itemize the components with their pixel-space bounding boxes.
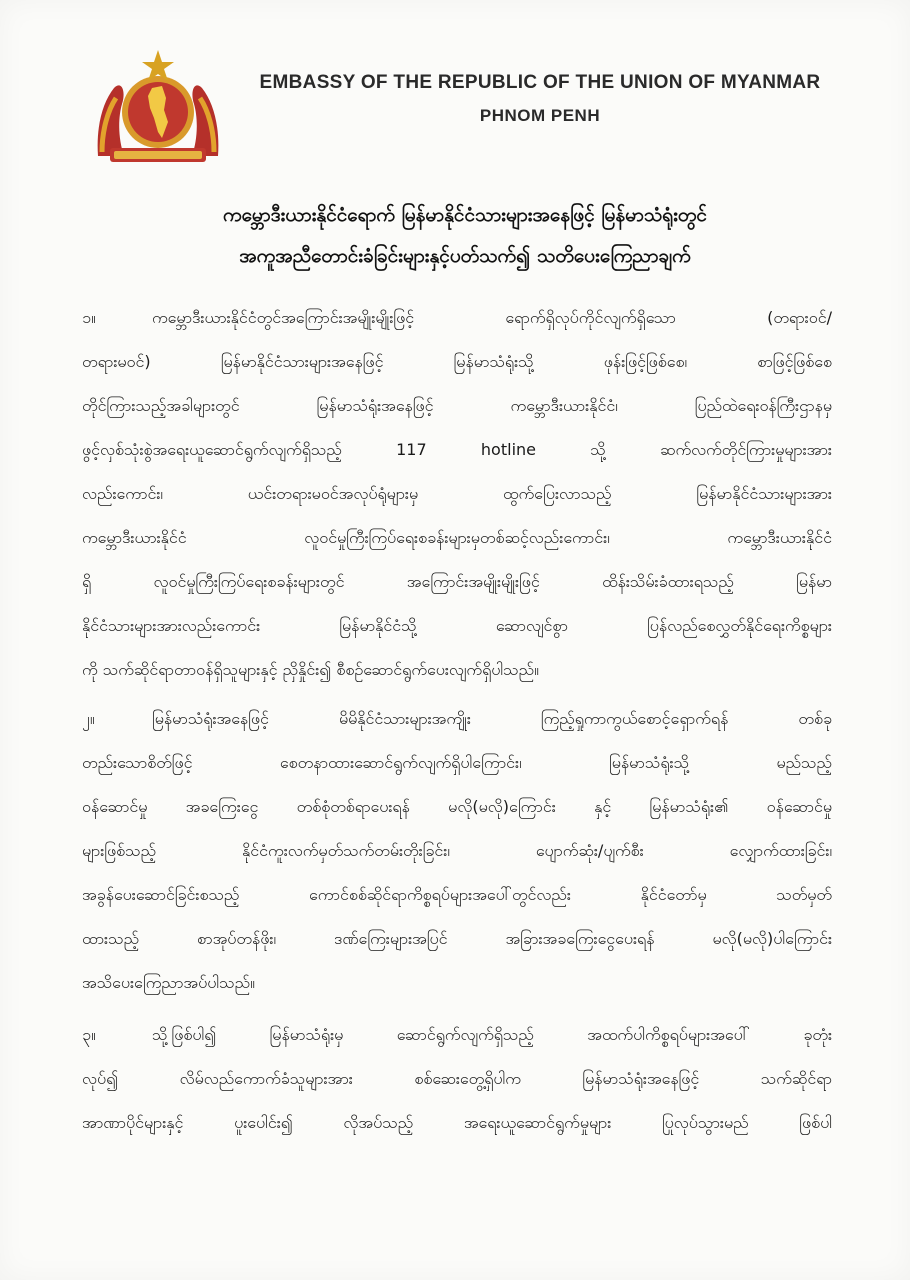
paragraph-line: ဖွင့်လှစ်သုံးစွဲအရေးယူဆောင်ရွက်လျက်ရှိသည့် 117 hotline သို့ ဆက်လက်တိုင်ကြားမှုများအား	[82, 440, 832, 459]
paragraph-number: ၁။	[82, 308, 96, 327]
paragraph-line: ရှိ လူဝင်မှုကြီးကြပ်ရေးစခန်းများတွင် အကြောင်းအမျိုးမျိုးဖြင့် ထိန်းသိမ်းခံထားရသည့် မြန်မာ	[82, 572, 832, 591]
paragraph-line: အသိပေးကြေညာအပ်ပါသည်။	[82, 973, 255, 992]
paragraph-line: ကမ္ဘောဒီးယားနိုင်ငံတွင်အကြောင်းအမျိုးမျိုးဖြင့် ရောက်ရှိလုပ်ကိုင်လျက်ရှိသော (တရားဝင်/	[152, 308, 832, 327]
notice-title-line-2: အကူအညီတောင်းခံခြင်းများနှင့်ပတ်သက်၍ သတိပေးကြေညာချက်	[239, 245, 691, 267]
paragraph-line: ထားသည့် စာအုပ်တန်ဖိုး၊ ဒဏ်ကြေးများအပြင် အခြားအခကြေးငွေပေးရန် မလို(မလို)ပါကြောင်း	[82, 929, 832, 948]
paragraph-line: လုပ်၍ လိမ်လည်ကောက်ခံသူများအား စစ်ဆေးတွေ့ရှိပါက မြန်မာသံရုံးအနေဖြင့် သက်ဆိုင်ရာ	[82, 1069, 832, 1088]
paragraph-line: တည်းသောစိတ်ဖြင့် စေတနာထားဆောင်ရွက်လျက်ရှိပါကြောင်း၊ မြန်မာသံရုံးသို့ မည်သည့်	[82, 753, 832, 772]
paragraph-1	[82, 296, 832, 692]
paragraph-line: နိုင်ငံသားများအားလည်းကောင်း မြန်မာနိုင်ငံသို့ ဆောလျင်စွာ ပြန်လည်စေလွှတ်နိုင်ရေးကိစ္စများ	[82, 616, 832, 635]
embassy-letterhead	[240, 72, 840, 126]
paragraph-line: ကမ္ဘောဒီးယားနိုင်ငံ လူဝင်မှုကြီးကြပ်ရေးစခန်းများမှတစ်ဆင့်လည်းကောင်း၊ ကမ္ဘောဒီးယားနိုင်ငံ	[82, 528, 832, 547]
paragraph-line: တရားမဝင်) မြန်မာနိုင်ငံသားများအနေဖြင့် မြန်မာသံရုံးသို့ ဖုန်းဖြင့်ဖြစ်စေ၊ စာဖြင့်ဖြစ်စေ	[82, 352, 832, 371]
paragraph-line: အာဏာပိုင်များနှင့် ပူးပေါင်း၍ လိုအပ်သည့် အရေးယူဆောင်ရွက်မှုများ ပြုလုပ်သွားမည် ဖြစ်ပါ	[82, 1113, 832, 1132]
paragraph-line: လည်းကောင်း၊ ယင်းတရားမဝင်အလုပ်ရုံများမှ ထွက်ပြေးလာသည့် မြန်မာနိုင်ငံသားများအား	[82, 484, 832, 503]
paragraph-number: ၃။	[82, 1025, 96, 1044]
paragraph-line: ဝန်ဆောင်မှု အခကြေးငွေ တစ်စုံတစ်ရာပေးရန် မလို(မလို)ကြောင်း နှင့် မြန်မာသံရုံး၏ ဝန်ဆောင်မှု	[82, 797, 832, 816]
paragraph-line: မြန်မာသံရုံးအနေဖြင့် မိမိနိုင်ငံသားများအကျိုး ကြည့်ရှုကာကွယ်စောင့်ရှောက်ရန် တစ်ခု	[152, 709, 832, 728]
paragraph-2	[82, 697, 832, 1005]
paragraph-line: အခွန်ပေးဆောင်ခြင်းစသည့် ကောင်စစ်ဆိုင်ရာကိစ္စရပ်များအပေါ်တွင်လည်း နိုင်ငံတော်မှ သတ်မှတ်	[82, 885, 832, 904]
paragraph-3	[82, 1013, 832, 1145]
state-seal-emblem	[92, 48, 224, 168]
paragraph-line: ကို သက်ဆိုင်ရာတာဝန်ရှိသူများနှင့် ညှိနှိုင်း၍ စီစဉ်ဆောင်ရွက်ပေးလျက်ရှိပါသည်။	[82, 660, 539, 679]
embassy-name: EMBASSY OF THE REPUBLIC OF THE UNION OF MYANMAR	[259, 72, 821, 93]
paragraph-line: တိုင်ကြားသည့်အခါများတွင် မြန်မာသံရုံးအနေဖြင့် ကမ္ဘောဒီးယားနိုင်ငံ၊ ပြည်ထဲရေးဝန်ကြီးဌာနမှ	[82, 396, 832, 415]
embassy-city: PHNOM PENH	[479, 106, 601, 125]
paragraph-line: များဖြစ်သည့် နိုင်ငံကူးလက်မှတ်သက်တမ်းတိုးခြင်း၊ ပျောက်ဆုံး/ပျက်စီး လျှောက်ထားခြင်း၊	[82, 841, 832, 860]
notice-title-line-1: ကမ္ဘောဒီးယားနိုင်ငံရောက် မြန်မာနိုင်ငံသားများအနေဖြင့် မြန်မာသံရုံးတွင်	[223, 204, 707, 226]
paragraph-number: ၂။	[82, 709, 95, 728]
paragraph-line: သို့ဖြစ်ပါ၍ မြန်မာသံရုံးမှ ဆောင်ရွက်လျက်ရှိသည့် အထက်ပါကိစ္စရပ်များအပေါ် ခုတုံး	[152, 1025, 832, 1044]
